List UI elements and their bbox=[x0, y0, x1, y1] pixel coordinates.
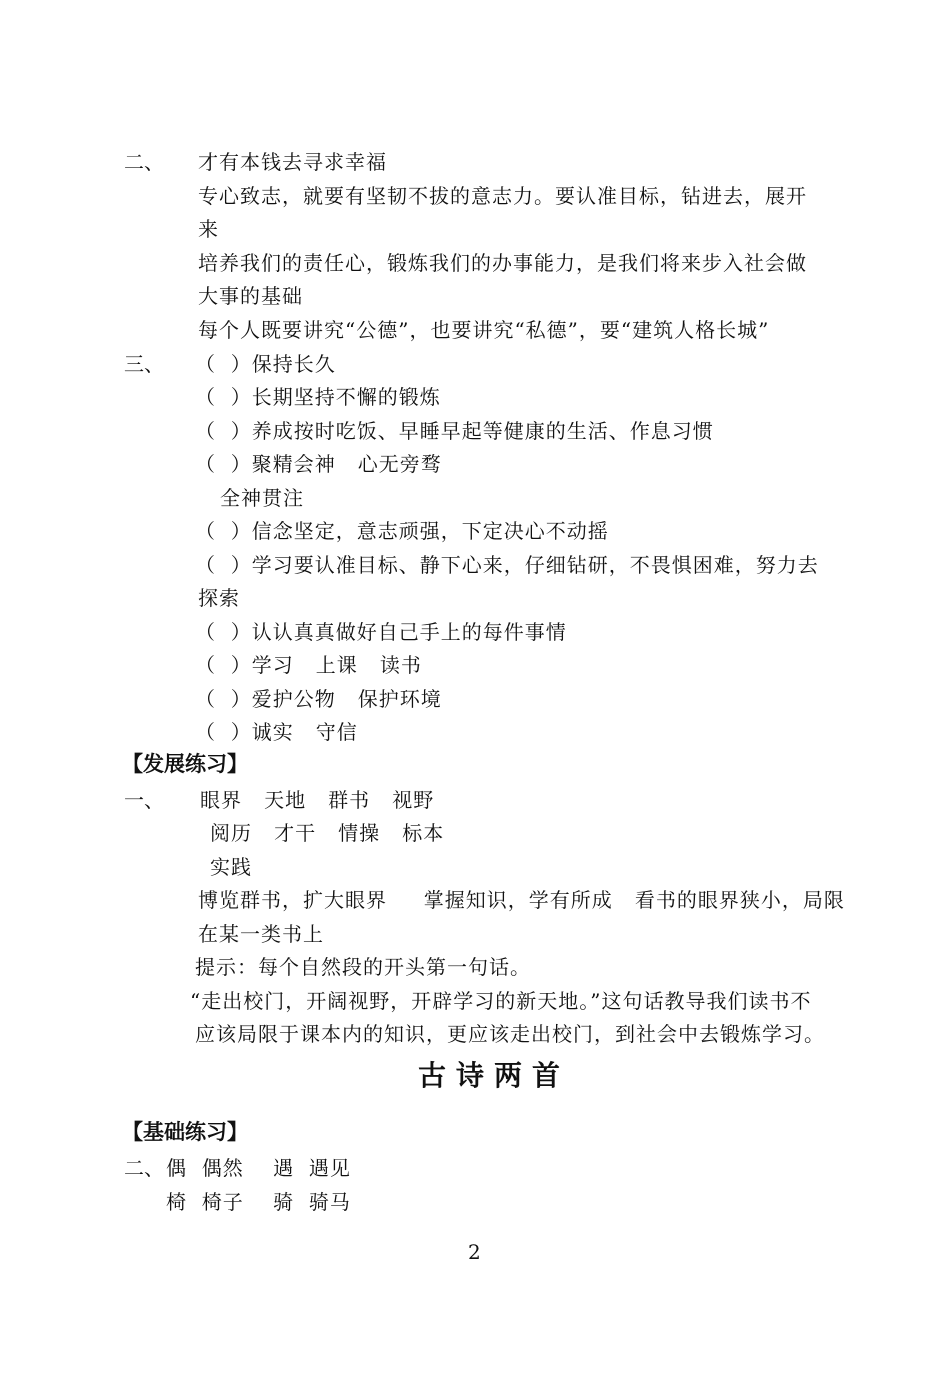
section-number: 二、 bbox=[124, 150, 164, 174]
text-line: 博览群书，扩大眼界 掌握知识，学有所成 看书的眼界狭小，局限 bbox=[198, 888, 845, 912]
answer-line: （ ）认认真真做好自己手上的每件事情 bbox=[195, 620, 567, 644]
text-line: 眼界 天地 群书 视野 bbox=[200, 788, 435, 812]
answer-line: （ ）信念坚定，意志顽强，下定决心不动摇 bbox=[195, 519, 609, 543]
answer-line: 探索 bbox=[198, 586, 240, 610]
answer-line: （ ）学习 上课 读书 bbox=[195, 653, 422, 677]
text-line: 偶 偶然 遇 遇见 bbox=[166, 1156, 351, 1180]
text-line: 每个人既要讲究“公德”，也要讲究“私德”，要“建筑人格长城” bbox=[198, 318, 770, 342]
text-line: “走出校门，开阔视野，开辟学习的新天地。”这句话教导我们读书不 bbox=[190, 989, 812, 1013]
text-line: 大事的基础 bbox=[198, 284, 303, 308]
answer-line: （ ）保持长久 bbox=[195, 352, 336, 376]
text-line: 阅历 才干 情操 标本 bbox=[210, 821, 445, 845]
answer-line: （ ）诚实 守信 bbox=[195, 720, 358, 744]
section-number: 三、 bbox=[124, 352, 164, 376]
answer-line: （ ）养成按时吃饭、早睡早起等健康的生活、作息习惯 bbox=[195, 419, 714, 443]
poem-title: 古诗两首 bbox=[418, 1059, 571, 1092]
section-number: 二、 bbox=[124, 1156, 164, 1180]
section-heading: 【基础练习】 bbox=[122, 1120, 248, 1144]
answer-line: 全神贯注 bbox=[220, 486, 304, 510]
answer-line: （ ）聚精会神 心无旁骛 bbox=[195, 452, 442, 476]
section-number: 一、 bbox=[124, 788, 164, 812]
text-line: 才有本钱去寻求幸福 bbox=[198, 150, 387, 174]
text-line: 来 bbox=[198, 217, 219, 241]
answer-line: （ ）爱护公物 保护环境 bbox=[195, 687, 442, 711]
section-heading: 【发展练习】 bbox=[122, 752, 248, 776]
text-line: 提示：每个自然段的开头第一句话。 bbox=[195, 955, 531, 979]
text-line: 椅 椅子 骑 骑马 bbox=[166, 1190, 351, 1214]
text-line: 培养我们的责任心，锻炼我们的办事能力，是我们将来步入社会做 bbox=[198, 251, 807, 275]
text-line: 在某一类书上 bbox=[198, 922, 324, 946]
text-line: 专心致志，就要有坚韧不拔的意志力。要认准目标，钻进去，展开 bbox=[198, 184, 807, 208]
page-number: 2 bbox=[468, 1240, 481, 1264]
answer-line: （ ）长期坚持不懈的锻炼 bbox=[195, 385, 441, 409]
text-line: 应该局限于课本内的知识，更应该走出校门，到社会中去锻炼学习。 bbox=[195, 1022, 825, 1046]
text-line: 实践 bbox=[210, 855, 252, 879]
answer-line: （ ）学习要认准目标、静下心来，仔细钻研，不畏惧困难，努力去 bbox=[195, 553, 819, 577]
